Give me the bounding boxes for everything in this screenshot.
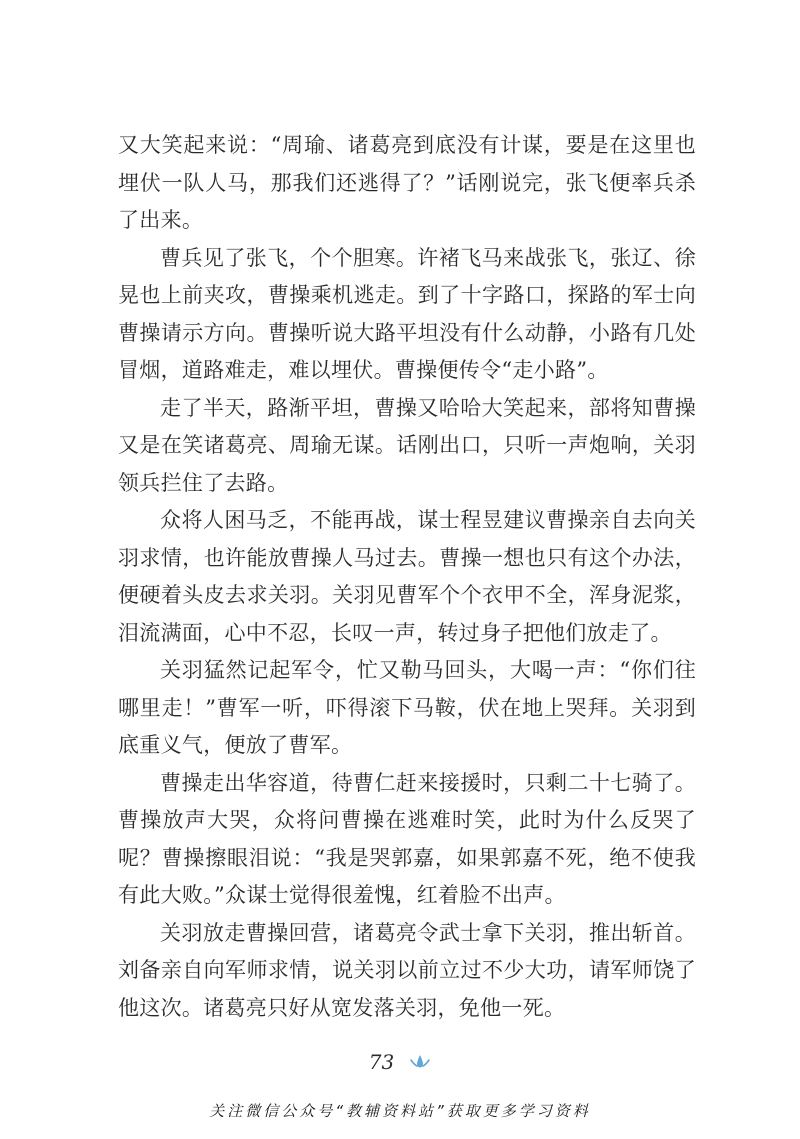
water-drop-splash-icon bbox=[409, 1053, 431, 1071]
watermark-text: 关注微信公众号“教辅资料站”获取更多学习资料 bbox=[209, 1102, 591, 1120]
paragraph-1: 又大笑起来说：“周瑜、诸葛亮到底没有计谋，要是在这里也埋伏一队人马，那我们还逃得了？”话刚说完，张飞便率兵杀了出来。 bbox=[118, 133, 696, 232]
page-footer bbox=[0, 1050, 800, 1074]
paragraph-5: 关羽猛然记起军令，忙又勒马回头，大喝一声：“你们往哪里走！”曹军一听，吓得滚下马鞍，伏在地上哭拜。关羽到底重义气，便放了曹军。 bbox=[118, 658, 696, 757]
paragraph-6: 曹操走出华容道，待曹仁赶来接援时，只剩二十七骑了。曹操放声大哭，众将问曹操在逃难时笑，此时为什么反哭了呢？曹操擦眼泪说：“我是哭郭嘉，如果郭嘉不死，绝不使我有此大败。”众谋士觉得很羞愧，红着脸不出声。 bbox=[118, 770, 696, 907]
paragraph-2: 曹兵见了张飞，个个胆寒。许褚飞马来战张飞，张辽、徐晃也上前夹攻，曹操乘机逃走。到了十字路口，探路的军士向曹操请示方向。曹操听说大路平坦没有什么动静，小路有几处冒烟，道路难走，难以埋伏。曹操便传令“走小路”。 bbox=[118, 245, 696, 382]
paragraph-4: 众将人困马乏，不能再战，谋士程昱建议曹操亲自去向关羽求情，也许能放曹操人马过去。曹操一想也只有这个办法，便硬着头皮去求关羽。关羽见曹军个个衣甲不全，浑身泥浆，泪流满面，心中不忍，长叹一声，转过身子把他们放走了。 bbox=[118, 508, 696, 645]
page-number: 73 bbox=[368, 1050, 395, 1074]
paragraph-7: 关羽放走曹操回营，诸葛亮令武士拿下关羽，推出斩首。刘备亲自向军师求情，说关羽以前立过不少大功，请军师饶了他这次。诸葛亮只好从宽发落关羽，免他一死。 bbox=[118, 920, 696, 1020]
paragraph-3: 走了半天，路渐平坦，曹操又哈哈大笑起来，部将知曹操又是在笑诸葛亮、周瑜无谋。话刚出口，只听一声炮响，关羽领兵拦住了去路。 bbox=[118, 395, 696, 495]
body-text bbox=[118, 127, 696, 1027]
